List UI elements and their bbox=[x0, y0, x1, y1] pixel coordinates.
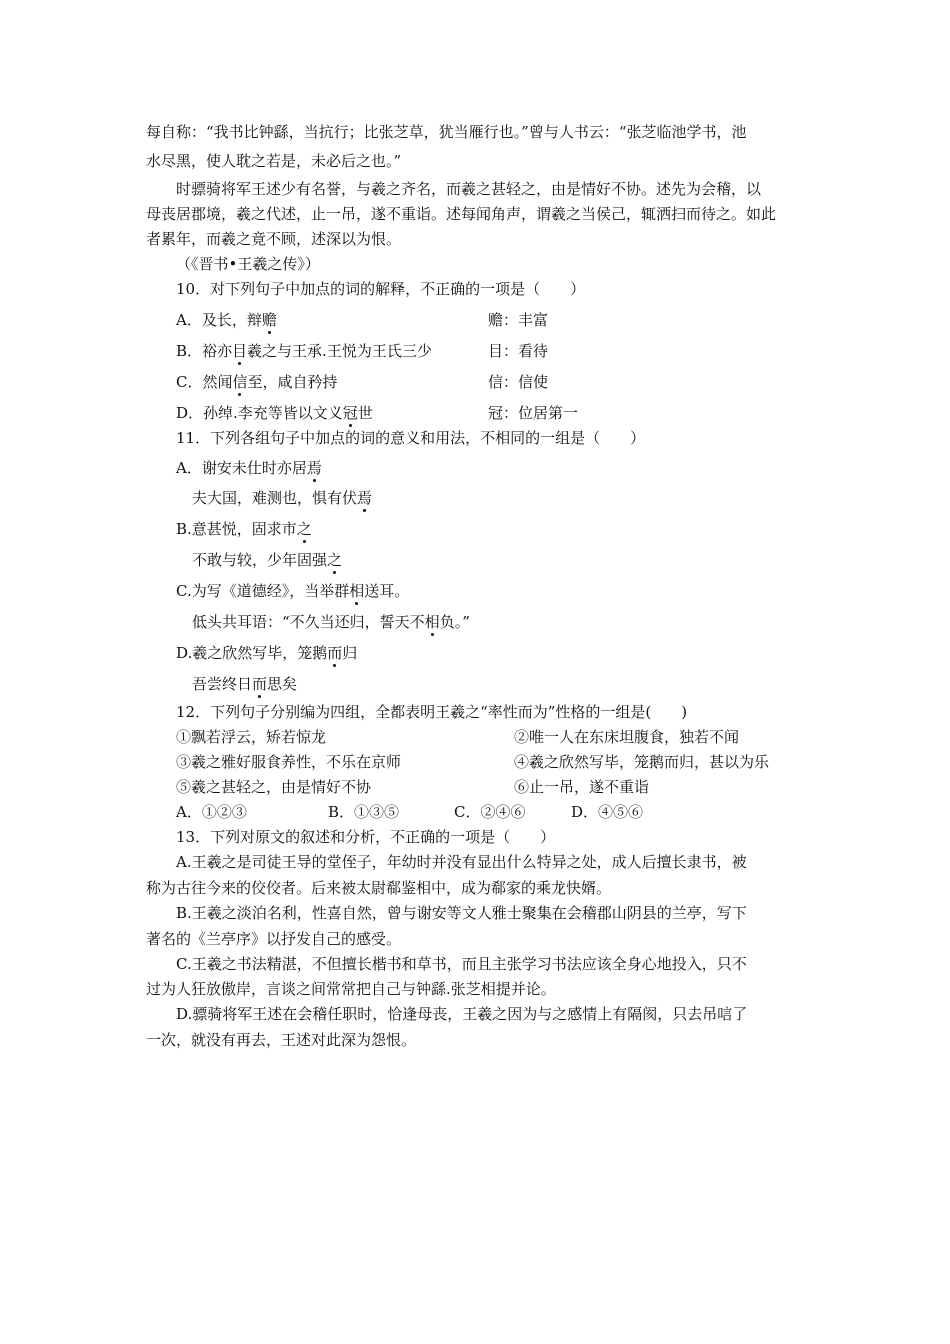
dotted-word: 目 bbox=[232, 342, 248, 360]
question-12-stem: 12．下列句子分别编为四组，全都表明王羲之“率性而为”性格的一组是( ) bbox=[176, 703, 688, 721]
dotted-word: 赡 bbox=[261, 311, 277, 329]
dotted-word: 焉 bbox=[357, 489, 373, 507]
dotted-word: 冠 bbox=[342, 404, 358, 422]
q11-option-c-line2 bbox=[192, 611, 470, 633]
q12-item: ⑤羲之甚轻之，由是情好不协 bbox=[176, 778, 372, 796]
question-11-stem: 11．下列各组句子中加点的词的意义和用法，不相同的一组是（ ） bbox=[176, 429, 646, 447]
q10-option-c bbox=[176, 371, 338, 393]
option-text: 至，咸自矜持 bbox=[247, 373, 338, 391]
option-text: 吾尝终日 bbox=[192, 675, 253, 693]
q10-option-d bbox=[176, 402, 373, 424]
option-text: D．孙绰.李充等皆以文义 bbox=[176, 404, 343, 422]
q13-option-c: C.王羲之书法精湛，不但擅长楷书和草书，而且主张学习书法应该全身心地投入，只不 bbox=[176, 955, 747, 973]
q12-item: ①飘若浮云，矫若惊龙 bbox=[176, 728, 327, 746]
q12-option-c: C．②④⑥ bbox=[454, 803, 526, 821]
dotted-word: 而 bbox=[252, 675, 268, 693]
q11-option-c-line1 bbox=[176, 580, 409, 602]
question-10-stem: 10．对下列句子中加点的词的解释，不正确的一项是（ ） bbox=[176, 280, 586, 298]
dotted-word: 相 bbox=[424, 613, 440, 631]
q12-option-b: B．①③⑤ bbox=[328, 803, 400, 821]
q13-option-d-cont: 一次，就没有再去，王述对此深为怨恨。 bbox=[146, 1031, 417, 1049]
q11-option-d-line2 bbox=[192, 673, 297, 695]
q10-explanation-d: 冠：位居第一 bbox=[488, 404, 579, 422]
passage-source: （《晋书•王羲之传》） bbox=[176, 255, 320, 273]
option-text: 思矣 bbox=[267, 675, 298, 693]
q12-item: ③羲之雅好服食养性，不乐在京师 bbox=[176, 753, 402, 771]
dotted-word: 相 bbox=[349, 582, 365, 600]
option-text: B．裕亦 bbox=[176, 342, 233, 360]
q13-option-b-cont: 著名的《兰亭序》以抒发自己的感受。 bbox=[146, 930, 402, 948]
q11-option-b-line2 bbox=[192, 549, 342, 571]
option-text: 归 bbox=[342, 644, 358, 662]
q10-option-a bbox=[176, 309, 277, 331]
q13-option-c-cont: 过为人狂放傲岸，言谈之间常常把自己与钟繇.张芝相提并论。 bbox=[146, 980, 556, 998]
option-text: 羲之与王承.王悦为王氏三少 bbox=[247, 342, 432, 360]
dotted-word: 之 bbox=[327, 551, 343, 569]
dotted-word: 而 bbox=[327, 644, 343, 662]
passage-line: 母丧居郡境，羲之代述，止一吊，遂不重诣。述每闻角声，谓羲之当侯己，辄洒扫而待之。如此 bbox=[146, 205, 777, 223]
option-text: 低头共耳语：“不久当还归，誓天不 bbox=[192, 613, 425, 631]
option-text: A．及长，辩 bbox=[176, 311, 262, 329]
option-text: 世 bbox=[357, 404, 373, 422]
option-text: B.意甚悦，固求市 bbox=[176, 520, 297, 538]
option-text: 送耳。 bbox=[364, 582, 410, 600]
option-text: A．谢安未仕时亦居 bbox=[176, 459, 307, 477]
q12-item: ②唯一人在东床坦腹食，独若不闻 bbox=[514, 728, 740, 746]
q12-option-d: D．④⑤⑥ bbox=[571, 803, 644, 821]
q11-option-a-line2 bbox=[192, 487, 372, 509]
q11-option-a-line1 bbox=[176, 457, 322, 479]
option-text: 负。” bbox=[439, 613, 470, 631]
q12-item: ④羲之欣然写毕，笼鹅而归，甚以为乐 bbox=[514, 753, 770, 771]
q13-option-d: D.骠骑将军王述在会稽任职时，恰逢母丧，王羲之因为与之感情上有隔阂，只去吊唁了 bbox=[176, 1005, 748, 1023]
passage-line: 者累年，而羲之竟不顾，述深以为恨。 bbox=[146, 230, 402, 248]
q13-option-a: A.王羲之是司徒王导的堂侄子，年幼时并没有显出什么特异之处，成人后擅长隶书，被 bbox=[176, 853, 747, 871]
q10-explanation-b: 目：看待 bbox=[488, 342, 549, 360]
option-text: 不敢与较，少年固强 bbox=[192, 551, 328, 569]
passage-line: 每自称：“我书比钟繇，当抗行；比张芝草，犹当雁行也。”曾与人书云：“张芝临池学书，池 bbox=[146, 123, 747, 141]
option-text: D.羲之欣然写毕，笼鹅 bbox=[176, 644, 328, 662]
passage-line: 水尽黑，使人耽之若是，未必后之也。” bbox=[146, 152, 402, 170]
q13-option-a-cont: 称为古往今来的佼佼者。后来被太尉郗鉴相中，成为郗家的乘龙快婿。 bbox=[146, 879, 612, 897]
q11-option-b-line1 bbox=[176, 518, 312, 540]
dotted-word: 之 bbox=[296, 520, 312, 538]
dotted-word: 焉 bbox=[306, 459, 322, 477]
passage-line: 时骠骑将军王述少有名誉，与羲之齐名，而羲之甚轻之，由是情好不协。述先为会稽，以 bbox=[176, 180, 762, 198]
option-text: 夫大国，难测也，惧有伏 bbox=[192, 489, 358, 507]
q13-option-b: B.王羲之淡泊名利，性喜自然，曾与谢安等文人雅士聚集在会稽郡山阴县的兰亭，写下 bbox=[176, 904, 747, 922]
q10-option-b bbox=[176, 340, 432, 362]
option-text: C.为写《道德经》，当举群 bbox=[176, 582, 350, 600]
q10-explanation-c: 信：信使 bbox=[488, 373, 549, 391]
q11-option-d-line1 bbox=[176, 642, 357, 664]
q12-item: ⑥止一吊，遂不重诣 bbox=[514, 778, 650, 796]
dotted-word: 信 bbox=[232, 373, 248, 391]
question-13-stem: 13．下列对原文的叙述和分析，不正确的一项是（ ） bbox=[176, 828, 556, 846]
q10-explanation-a: 赡：丰富 bbox=[488, 311, 549, 329]
option-text: C．然闻 bbox=[176, 373, 233, 391]
q12-option-a: A．①②③ bbox=[176, 803, 247, 821]
